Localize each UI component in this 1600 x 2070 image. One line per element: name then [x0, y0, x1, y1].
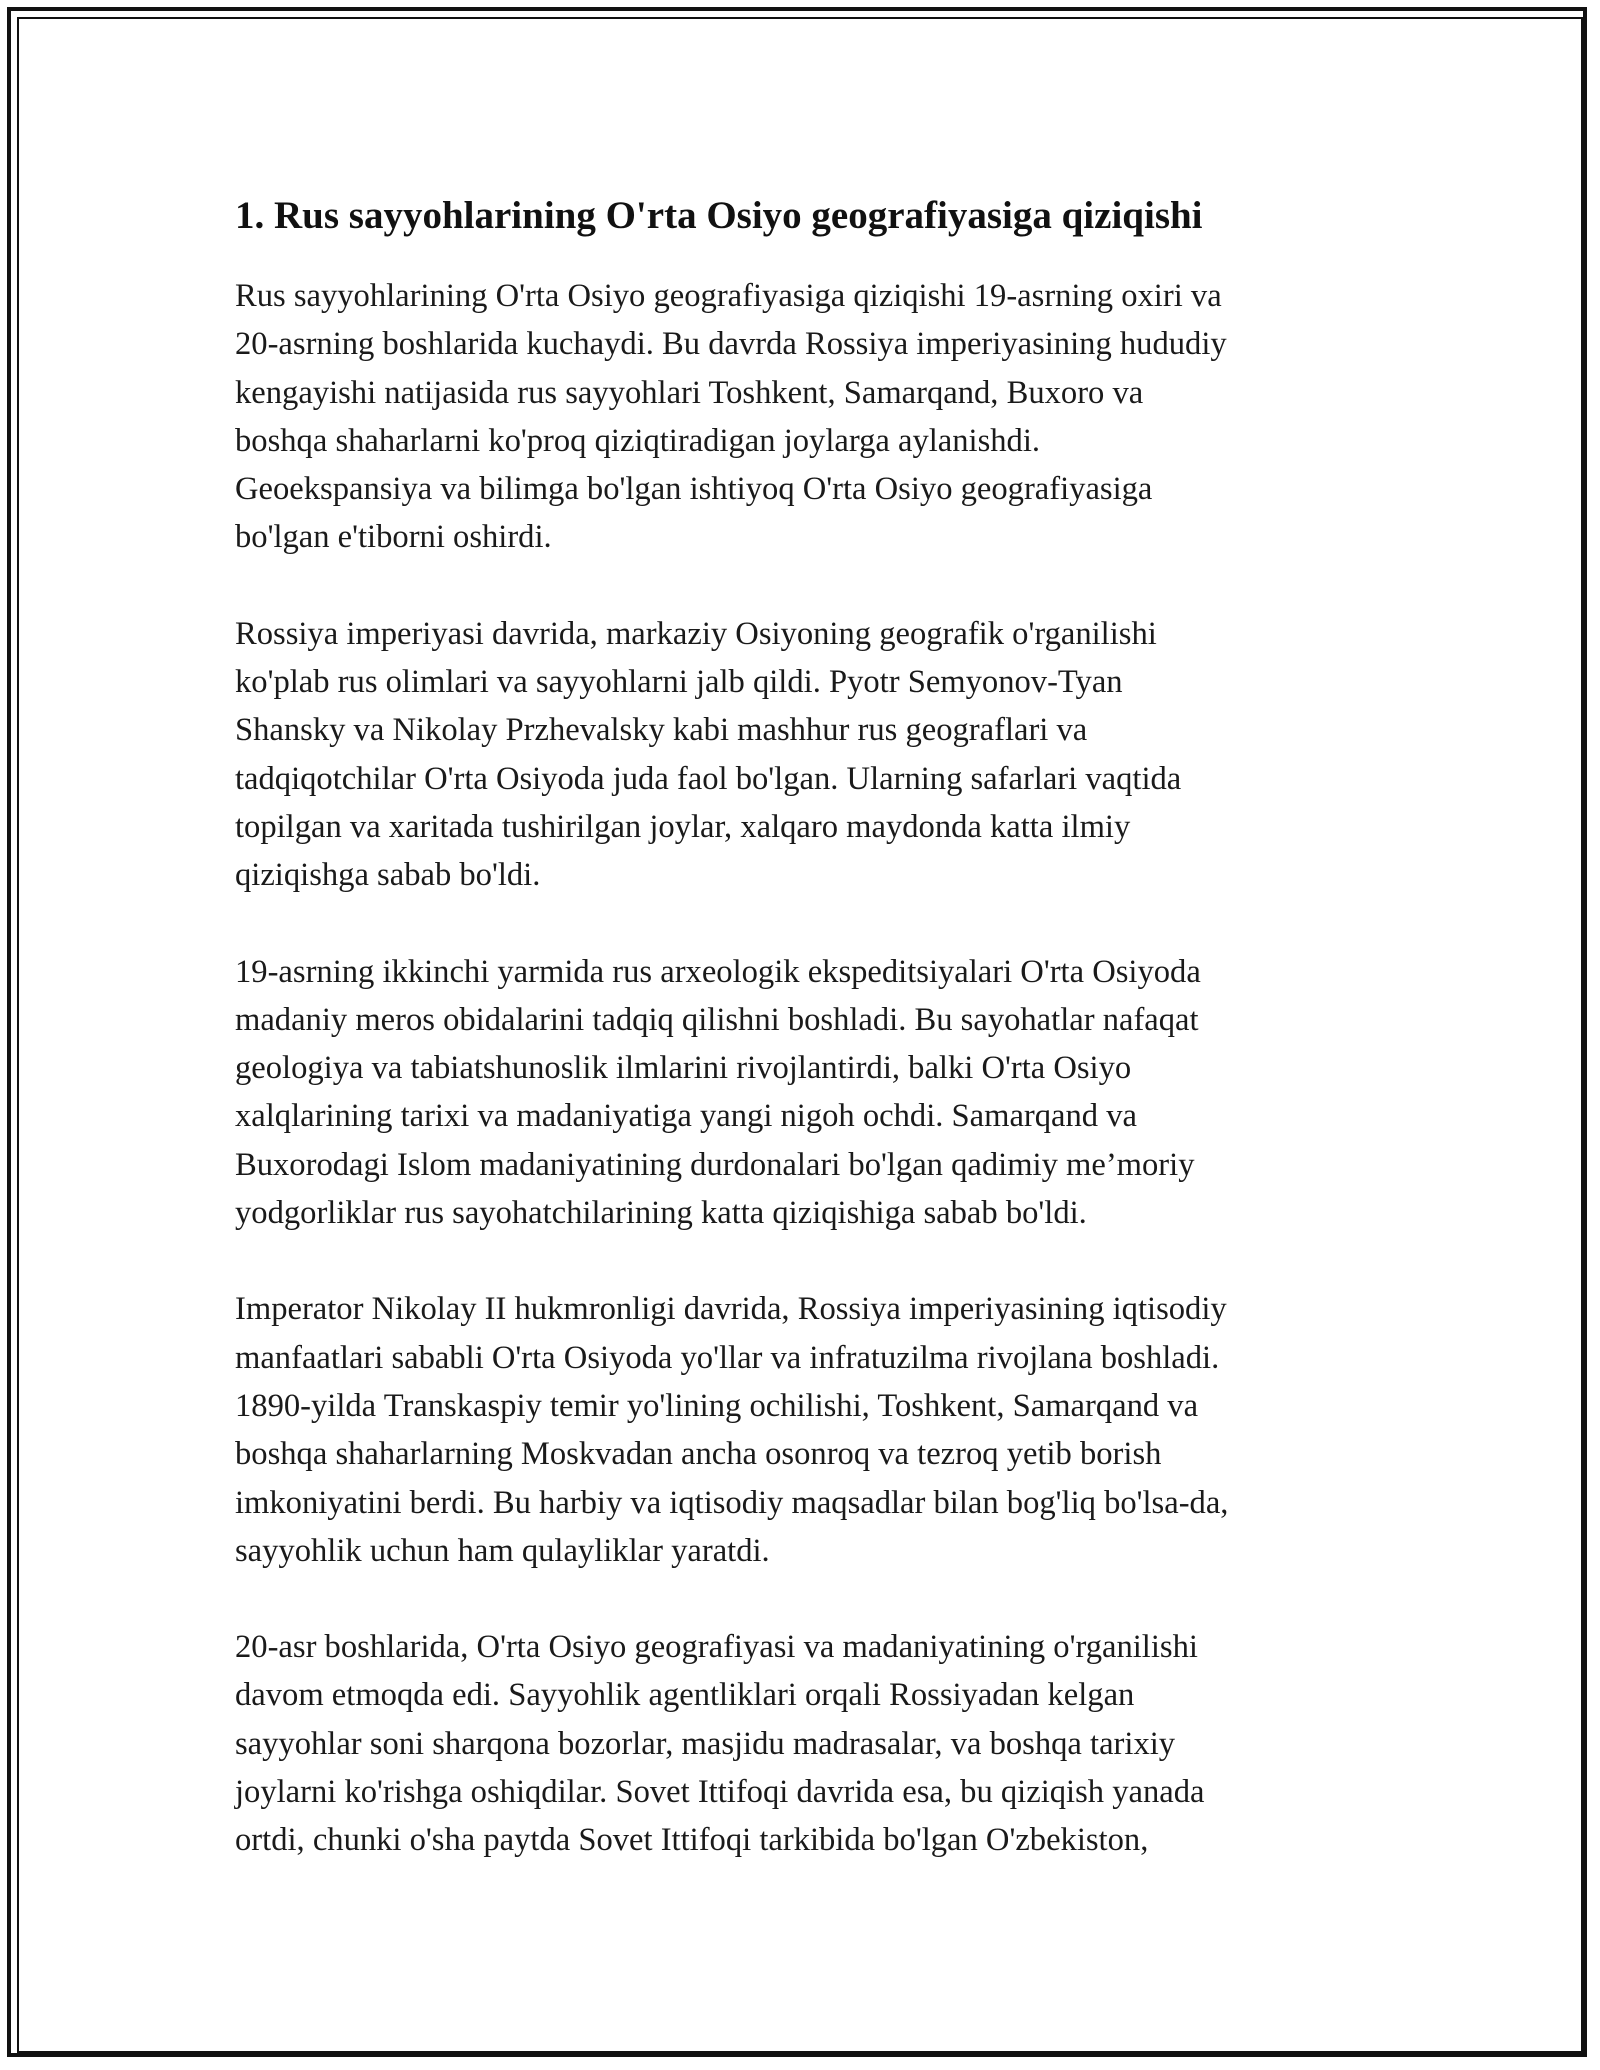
- paragraph-4: [235, 1285, 1365, 1575]
- text-line: Rossiya imperiyasi davrida, markaziy Osiyoning geografik o'rganilishi: [235, 615, 1157, 652]
- text-line: yodgorliklar rus sayohatchilarining katta qiziqishiga sabab bo'ldi.: [235, 1195, 1087, 1232]
- text-line: Buxorodagi Islom madaniyatining durdonalari bo'lgan qadimiy me’moriy: [235, 1146, 1195, 1183]
- text-line: sayyohlik uchun ham qulayliklar yaratdi.: [235, 1532, 770, 1569]
- text-line: topilgan va xaritada tushirilgan joylar, xalqaro maydonda katta ilmiy: [235, 808, 1131, 845]
- paragraph-2: [235, 610, 1365, 900]
- text-line: 20-asr boshlarida, O'rta Osiyo geografiyasi va madaniyatining o'rganilishi: [235, 1629, 1198, 1666]
- paragraph-1: [235, 272, 1365, 562]
- text-line: Imperator Nikolay II hukmronligi davrida, Rossiya imperiyasining iqtisodiy: [235, 1291, 1227, 1328]
- paragraph-5: [235, 1623, 1365, 1864]
- text-line: ortdi, chunki o'sha paytda Sovet Ittifoqi tarkibida bo'lgan O'zbekiston,: [235, 1822, 1149, 1859]
- text-line: boshqa shaharlarning Moskvadan ancha osonroq va tezroq yetib borish: [235, 1436, 1162, 1473]
- text-line: sayyohlar soni sharqona bozorlar, masjidu madrasalar, va boshqa tarixiy: [235, 1725, 1176, 1762]
- section-heading: 1. Rus sayyohlarining O'rta Osiyo geografiyasiga qiziqishi: [235, 194, 1203, 237]
- text-line: 20-asrning boshlarida kuchaydi. Bu davrda Rossiya imperiyasining hududiy: [235, 326, 1227, 363]
- text-line: 19-asrning ikkinchi yarmida rus arxeologik ekspeditsiyalari O'rta Osiyoda: [235, 953, 1201, 990]
- text-line: 1890-yilda Transkaspiy temir yo'lining ochilishi, Toshkent, Samarqand va: [235, 1387, 1199, 1424]
- text-line: Rus sayyohlarining O'rta Osiyo geografiyasiga qiziqishi 19-asrning oxiri va: [235, 278, 1222, 314]
- text-line: bo'lgan e'tiborni oshirdi.: [235, 519, 552, 556]
- text-line: manfaatlari sababli O'rta Osiyoda yo'llar va infratuzilma rivojlana boshladi.: [235, 1339, 1220, 1376]
- text-line: kengayishi natijasida rus sayyohlari Toshkent, Samarqand, Buxoro va: [235, 374, 1144, 411]
- text-line: boshqa shaharlarni ko'proq qiziqtiradigan joylarga aylanishdi.: [235, 422, 1041, 459]
- text-line: Geoekspansiya va bilimga bo'lgan ishtiyoq O'rta Osiyo geografiyasiga: [235, 471, 1153, 508]
- text-line: xalqlarining tarixi va madaniyatiga yangi nigoh ochdi. Samarqand va: [235, 1098, 1137, 1135]
- text-line: madaniy meros obidalarini tadqiq qilishni boshladi. Bu sayohatlar nafaqat: [235, 1001, 1199, 1038]
- text-line: Shansky va Nikolay Przhevalsky kabi mashhur rus geograflari va: [235, 712, 1088, 749]
- document-body: [235, 188, 1365, 1865]
- text-line: qiziqishga sabab bo'ldi.: [235, 857, 541, 894]
- text-line: geologiya va tabiatshunoslik ilmlarini rivojlantirdi, balki O'rta Osiyo: [235, 1050, 1132, 1087]
- text-line: davom etmoqda edi. Sayyohlik agentliklari orqali Rossiyadan kelgan: [235, 1677, 1135, 1714]
- paragraph-3: [235, 948, 1365, 1238]
- text-line: joylarni ko'rishga oshiqdilar. Sovet Ittifoqi davrida esa, bu qiziqish yanada: [235, 1774, 1205, 1811]
- text-line: imkoniyatini berdi. Bu harbiy va iqtisodiy maqsadlar bilan bog'liq bo'lsa-da,: [235, 1484, 1229, 1521]
- text-line: tadqiqotchilar O'rta Osiyoda juda faol bo'lgan. Ularning safarlari vaqtida: [235, 760, 1182, 797]
- text-line: ko'plab rus olimlari va sayyohlarni jalb qildi. Pyotr Semyonov-Tyan: [235, 664, 1123, 701]
